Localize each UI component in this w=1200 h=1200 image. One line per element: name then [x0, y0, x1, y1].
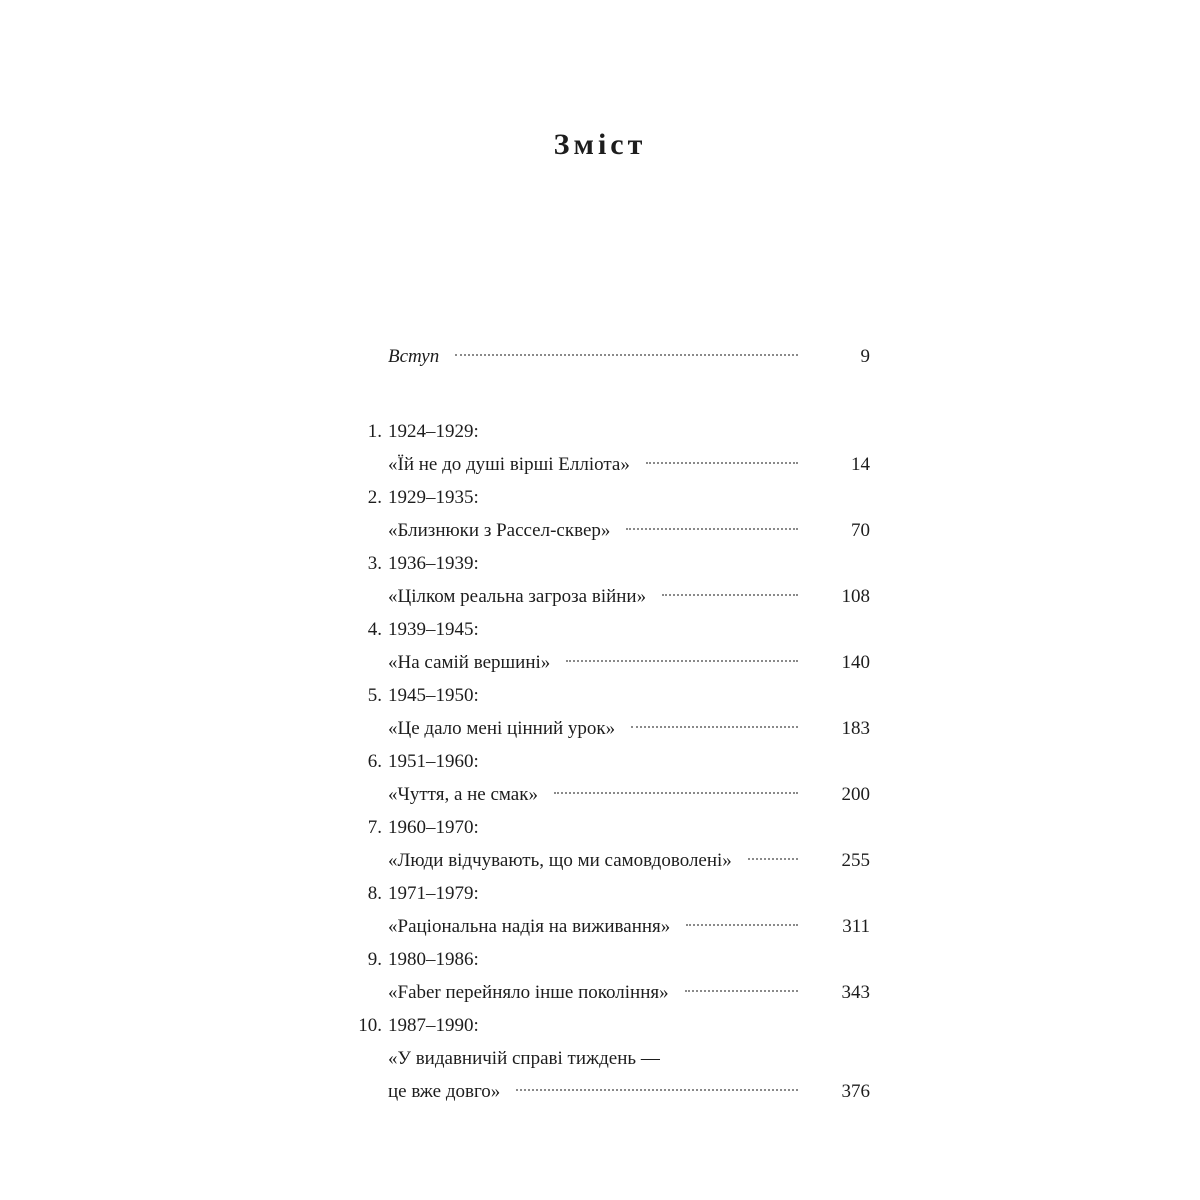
- page-title: Зміст: [553, 128, 647, 161]
- chapter-years: 1987–1990:: [388, 1015, 479, 1036]
- chapter-title: «Раціональна надія на виживання»: [388, 916, 671, 937]
- chapter-page-number: 70: [851, 520, 870, 541]
- chapter-page-number: 108: [841, 586, 870, 607]
- toc-entry-chapter-4[interactable]: [340, 613, 870, 679]
- dot-leader: [646, 462, 798, 464]
- toc-entry-chapter-6[interactable]: [340, 745, 870, 811]
- chapter-years: 1924–1929:: [388, 421, 479, 442]
- chapter-page-number: 14: [851, 454, 870, 475]
- toc-entry-chapter-10[interactable]: [340, 1009, 870, 1108]
- chapter-title: «Це дало мені цінний урок»: [388, 718, 616, 739]
- chapter-years: 1960–1970:: [388, 817, 479, 838]
- dot-leader: [685, 990, 798, 992]
- chapter-number: 10.: [358, 1015, 382, 1036]
- chapter-number: 5.: [367, 685, 382, 706]
- chapter-page-number: 311: [842, 916, 870, 937]
- chapter-number: 6.: [367, 751, 382, 772]
- chapter-years: 1936–1939:: [388, 553, 479, 574]
- chapter-number: 7.: [367, 817, 382, 838]
- chapter-title: «Люди відчувають, що ми самовдоволені»: [388, 850, 732, 871]
- chapter-years: 1980–1986:: [388, 949, 479, 970]
- chapter-title: «Чуття, а не смак»: [388, 784, 538, 805]
- dot-leader: [686, 924, 798, 926]
- chapter-number: 4.: [367, 619, 382, 640]
- chapter-page-number: 183: [841, 718, 870, 739]
- chapter-number: 9.: [367, 949, 382, 970]
- chapter-title: «Близнюки з Рассел-сквер»: [388, 520, 611, 541]
- chapter-title-line-2: це вже довго»: [388, 1081, 501, 1102]
- chapter-page-number: 200: [841, 784, 870, 805]
- chapter-title-line-1: «У видавничій справі тиждень —: [388, 1048, 660, 1069]
- chapter-title: «Faber перейняло інше покоління»: [388, 982, 669, 1003]
- chapter-page-number: 140: [841, 652, 870, 673]
- dot-leader: [626, 528, 798, 530]
- chapter-page-number: 343: [841, 982, 870, 1003]
- table-of-contents: [340, 340, 870, 1108]
- toc-entry-chapter-1[interactable]: [340, 415, 870, 481]
- entry-page-number: 9: [860, 346, 870, 367]
- chapter-number: 8.: [367, 883, 382, 904]
- chapter-years: 1951–1960:: [388, 751, 479, 772]
- chapter-number: 1.: [367, 421, 382, 442]
- chapter-years: 1971–1979:: [388, 883, 479, 904]
- chapter-title: «Цілком реальна загроза війни»: [388, 586, 647, 607]
- dot-leader: [631, 726, 798, 728]
- dot-leader: [662, 594, 798, 596]
- chapter-years: 1939–1945:: [388, 619, 479, 640]
- chapter-number: 2.: [367, 487, 382, 508]
- entry-title: Вступ: [388, 346, 440, 367]
- chapter-years: 1945–1950:: [388, 685, 479, 706]
- chapter-title: «Їй не до душі вірші Елліота»: [388, 454, 630, 475]
- toc-entry-intro[interactable]: [340, 340, 870, 373]
- chapter-page-number: 376: [841, 1081, 870, 1102]
- dot-leader: [566, 660, 798, 662]
- toc-entry-chapter-2[interactable]: [340, 481, 870, 547]
- entry-body: [388, 340, 814, 373]
- toc-entry-chapter-9[interactable]: [340, 943, 870, 1009]
- dot-leader: [748, 858, 798, 860]
- dot-leader: [554, 792, 798, 794]
- chapter-title: «На самій вершині»: [388, 652, 551, 673]
- toc-entry-chapter-5[interactable]: [340, 679, 870, 745]
- toc-entry-chapter-7[interactable]: [340, 811, 870, 877]
- chapter-page-number: 255: [841, 850, 870, 871]
- dot-leader: [516, 1089, 798, 1091]
- chapter-years: 1929–1935:: [388, 487, 479, 508]
- toc-entry-chapter-3[interactable]: [340, 547, 870, 613]
- chapter-number: 3.: [367, 553, 382, 574]
- dot-leader: [455, 354, 798, 356]
- toc-entry-chapter-8[interactable]: [340, 877, 870, 943]
